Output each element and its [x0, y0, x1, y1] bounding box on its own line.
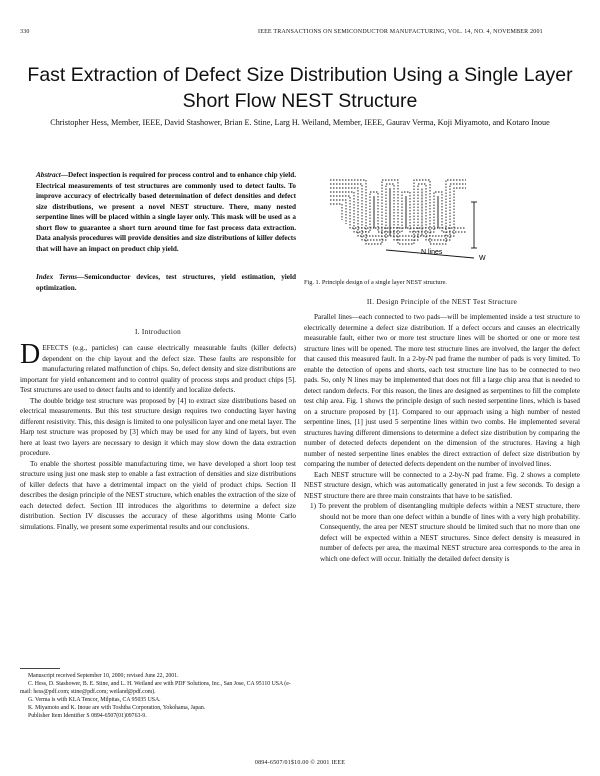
page-number: 330 [20, 29, 30, 35]
index-terms-label: Index Terms— [36, 273, 85, 281]
section-2-heading: II. Design Principle of the NEST Test Structure [366, 298, 518, 306]
footnotes [20, 672, 296, 720]
intro-paragraph-3: To enable the shortest possible manufacturing time, we have developed a short loop test structure using just one mask step to enable a fast extraction of densities and size distributions of killer defects that have a detrimental impact on the yield of product chips. Section II describes the design principle of the NEST structure, which enables the extraction of the size of each detected defect. Section III introduces the algorithms to determine a defect size distribution. Section IV discusses the accuracy of these algorithms using Monte Carlo simulations. Finally, we present some experimental results and our conclusions. [20, 459, 296, 531]
section-2-body [304, 312, 580, 564]
section-1-heading: I. Introduction [134, 328, 182, 336]
footnote-affiliation-2: G. Verma is with KLA Tencor, Milpitas, CA 95035 USA. [28, 697, 161, 703]
footnote-affiliation-1: C. Hess, D. Stashower, B. E. Stine, and L. H. Weiland are with PDF Solutions, Inc., San Jose, CA 95110 USA (e-mail: hess@pdf.com; stine@pdf.com; weiland@pdf.com). [20, 681, 291, 695]
intro-paragraph-1: DEFECTS (e.g., particles) can cause electrically measurable faults (killer defects) dependent on the chip layout and the defect size. These faults are responsible for manufacturing related malfunction of chips. So, defect density and size distributions are important for yield enhancement and to control quality of process steps and product chips [5]. Test structures are used to detect faults and to identify and localize defects. [20, 339, 296, 394]
footnote-affiliation-3: K. Miyamoto and K. Inoue are with Toshiba Corporation, Yokohama, Japan. [28, 705, 206, 711]
figure-label-width: W [479, 255, 486, 262]
nest-structure-diagram [326, 172, 576, 262]
index-terms-text: Semiconductor devices, test structures, yield estimation, yield optimization. [36, 273, 296, 292]
index-terms [36, 272, 296, 293]
abstract [36, 170, 296, 254]
design-paragraph-2: Each NEST structure will be connected to a 2-by-N pad frame. Fig. 2 shows a complete NEST structure design, which was automatically generated in just a few seconds. To design a NEST structure there are three main constraints that have to be satisfied. [304, 470, 580, 500]
journal-header: IEEE TRANSACTIONS ON SEMICONDUCTOR MANUFACTURING, VOL. 14, NO. 4, NOVEMBER 2001 [258, 29, 543, 35]
intro-paragraph-2: The double bridge test structure was proposed by [4] to extract size distributions based on electrical measurements. But this test structure design requires two conducting layer having different resistivity. This, this design is limited to one polysilicon layer and one metal layer. The Harp test structure was proposed by [3] which may be used for any kind of layers, but even here at least two layers are necessary to design it which may slow down the data extraction procedure. [20, 396, 296, 457]
footnote-rule [20, 668, 60, 669]
figure-1 [326, 172, 576, 262]
author-list: Christopher Hess, Member, IEEE, David Stashower, Brian E. Stine, Larg H. Weiland, Member, IEEE, Gaurav Verma, Koji Miyamoto, and Kotaro Inoue [50, 118, 550, 127]
abstract-text: Defect inspection is required for process control and to enhance chip yield. Electrical measurements of test structures are commonly used to detect faults. To improve accuracy of electrically based determination of defect densities and defect size distributions, we present a novel NEST structure. There, many nested serpentine lines will be placed within a single layer only. This mask will be used as a short flow to guarantee a short turn around time for fast process data extraction. Data analysis procedures will provide densities and size distributions of killer defects that will have an impact on product chip yield. [36, 171, 296, 253]
figure-1-caption: Fig. 1. Principle design of a single layer NEST structure. [304, 279, 447, 286]
constraints-list [304, 501, 580, 564]
constraint-item-1: 1) To prevent the problem of disentangling multiple defects within a NEST structure, there should not be more than one defect within a bundle of lines with a very high probability. Consequently, the area per NEST structure should be limited such that no more than one defect will be expected within a NEST structures. Since defect density is measured in number of defects per area, the maximal NEST structure area corresponds to the area in which one defect will occur. Initially the detailed defect density is [310, 502, 580, 563]
drop-cap: D [20, 339, 41, 370]
copyright-footer: 0894-6507/01$10.00 © 2001 IEEE [254, 760, 346, 766]
figure-label-lines: N lines [421, 249, 443, 256]
footnote-publisher-id: Publisher Item Identifier S 0894-6507(01)09763-9. [28, 713, 147, 719]
design-paragraph-1: Parallel lines—each connected to two pads—will be implemented inside a test structure to electrically determine a defect size distribution. If a defect occurs and causes an electrically measurable fault, either two or more test structure lines will be shorted or one or more test structure lines will be opened. The more test structure lines are involved, the larger the defect that caused this measured fault. In a 2-by-N pad frame the number of pads is very limited. To enable the detection of opens and shorts, each test structure line has to be connected to two pads. So, only N lines may be implemented that does not fill a large chip area that is needed to detect random defects. For this reason, the lines are designed as serpentines to fill the complete test chip area. Fig. 1 shows the principle design of such nested serpentine lines, which is based on a structure proposed by [1]. Compared to our approach using a high number of nested serpentine lines, [1] just used 5 serpentine lines within two combs. He implemented several structures having different dimensions to determine a defect size distribution by comparing the number of detected defects dependent on the dimension of the structures. Having a high number of nested serpentine lines enables the direct extraction of defect size distribution by comparing the number of detected defects dependent on the number of involved lines. [304, 313, 580, 468]
section-1-body [20, 339, 296, 532]
paper-title: Fast Extraction of Defect Size Distribution Using a Single Layer Short Flow NEST Structure [27, 64, 573, 112]
abstract-label: Abstract— [36, 171, 68, 179]
footnote-received: Manuscript received September 10, 2000; revised June 22, 2001. [28, 673, 179, 679]
